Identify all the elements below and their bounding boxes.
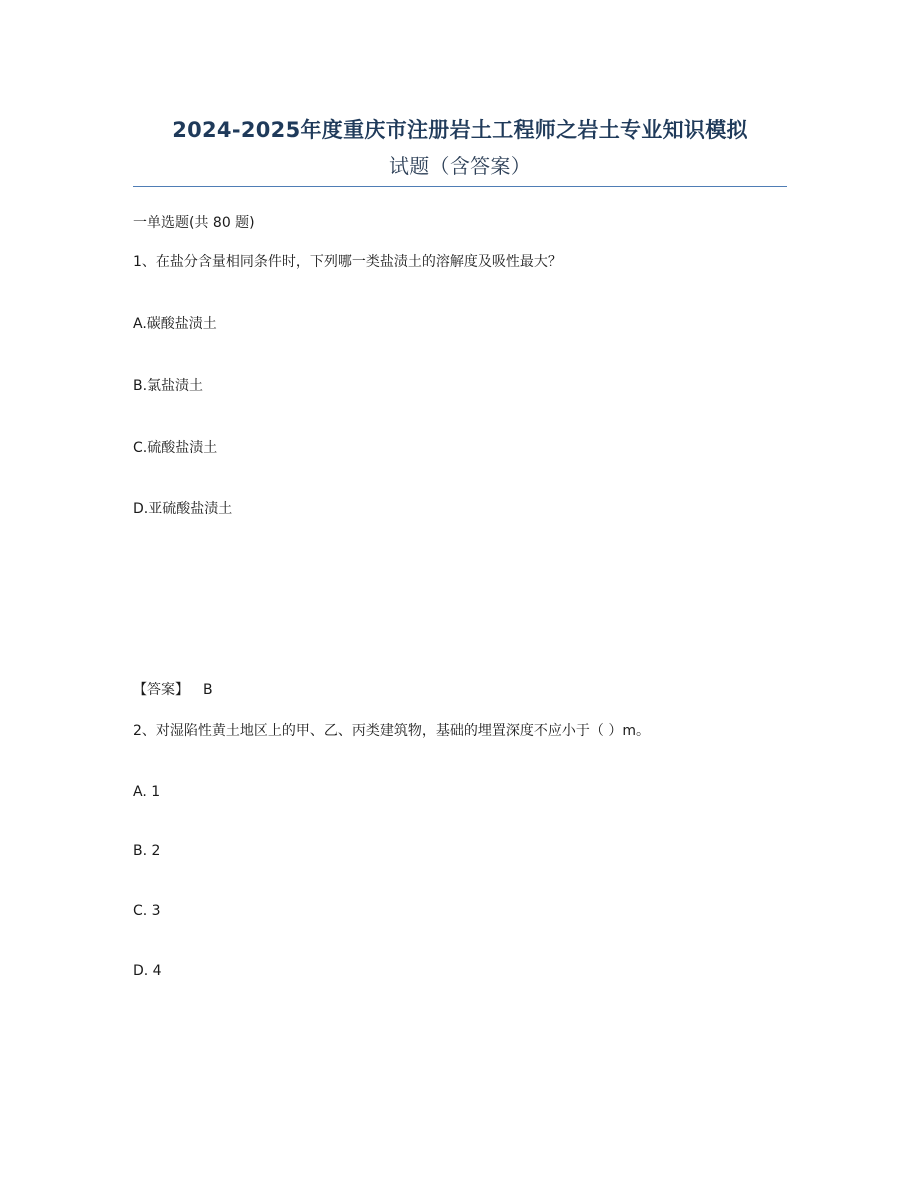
title-divider — [133, 186, 787, 187]
question-1-option-a: A.碳酸盐渍土 — [133, 316, 217, 332]
question-1-answer — [133, 679, 213, 701]
question-2-option-c: C. 3 — [133, 903, 161, 919]
answer-value: B — [203, 682, 213, 698]
answer-label: 【答案】 — [133, 682, 189, 698]
document-subtitle: 试题（含答案） — [388, 154, 532, 178]
section-heading: 一单选题(共 80 题) — [133, 215, 255, 231]
question-1-stem: 1、在盐分含量相同条件时，下列哪一类盐渍土的溶解度及吸性最大？ — [133, 254, 562, 270]
question-2-option-d: D. 4 — [133, 963, 162, 979]
document-title: 2024-2025年度重庆市注册岩土工程师之岩土专业知识模拟 — [172, 118, 748, 142]
question-1-option-c: C.硫酸盐渍土 — [133, 440, 218, 456]
question-2-option-a: A. 1 — [133, 784, 161, 800]
question-2-option-b: B. 2 — [133, 843, 161, 859]
question-1-option-b: B.氯盐渍土 — [133, 378, 204, 394]
question-1-option-d: D.亚硫酸盐渍土 — [133, 501, 233, 517]
question-2-stem: 2、对湿陷性黄土地区上的甲、乙、丙类建筑物，基础的埋置深度不应小于（ ）m。 — [133, 723, 650, 739]
